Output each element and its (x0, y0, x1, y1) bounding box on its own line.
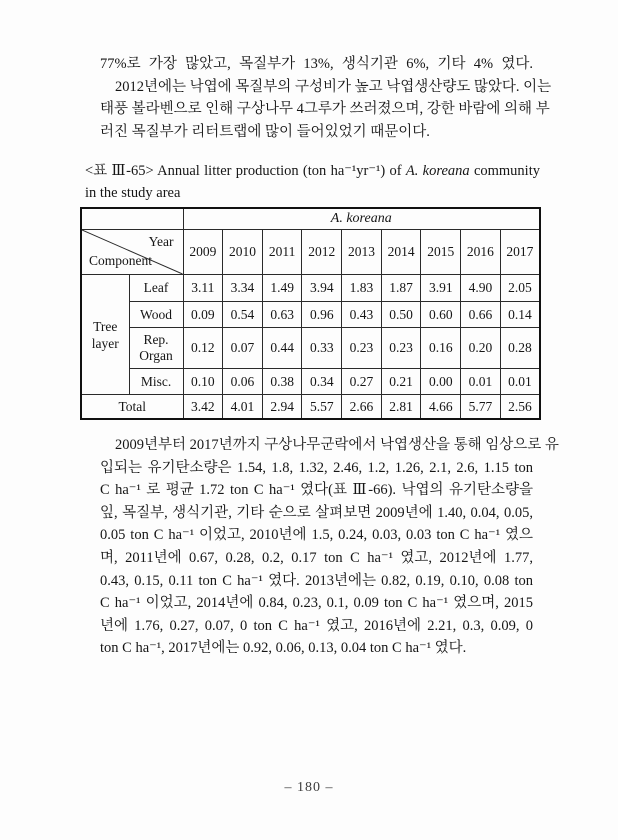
data-cell: 0.01 (461, 369, 501, 395)
row-label-rep-organ: Rep. Organ (129, 328, 183, 369)
year-header: 2016 (461, 230, 501, 275)
text-line: 2009년부터 2017년까지 구상나무군락에서 낙엽생산을 통해 임상으로 유 (115, 437, 559, 453)
total-cell: 2.94 (262, 395, 302, 420)
data-cell: 0.00 (421, 369, 461, 395)
table-caption (85, 161, 540, 204)
data-cell: 0.06 (223, 369, 263, 395)
species-group-header: A. koreana (183, 208, 540, 230)
data-cell: 0.14 (500, 302, 540, 328)
caption-species-name: A. koreana (405, 163, 470, 179)
data-cell: 3.91 (421, 275, 461, 302)
data-cell: 3.34 (223, 275, 263, 302)
data-cell: 3.11 (183, 275, 223, 302)
text-line: 입되는 유기탄소량은 1.54, 1.8, 1.32, 2.46, 1.2, 1.26, 2.1, 2.6, 1.15 ton (100, 459, 533, 476)
caption-text: <표 Ⅲ-65> Annual litter production (ton ha⁻¹yr⁻¹) of (85, 163, 406, 179)
text-line: 0.43, 0.15, 0.11 ton C ha⁻¹ 였다. 2013년에는 0.82, 0.19, 0.10, 0.08 ton (100, 572, 533, 589)
data-cell: 2.05 (500, 275, 540, 302)
data-cell: 0.43 (342, 302, 382, 328)
total-cell: 4.66 (421, 395, 461, 420)
data-cell: 0.50 (381, 302, 421, 328)
data-cell: 0.10 (183, 369, 223, 395)
data-cell: 3.94 (302, 275, 342, 302)
corner-label-year: Year (148, 234, 174, 249)
year-component-corner-cell (81, 230, 183, 275)
data-cell: 0.07 (223, 328, 263, 369)
data-cell: 0.16 (421, 328, 461, 369)
data-cell: 4.90 (461, 275, 501, 302)
page-number: – 180 – (284, 780, 334, 795)
row-label-total: Total (81, 395, 183, 420)
row-group-tree-layer: Tree layer (81, 275, 129, 395)
data-cell: 0.54 (223, 302, 263, 328)
total-cell: 2.81 (381, 395, 421, 420)
paragraph-top (100, 53, 552, 143)
total-cell: 2.66 (342, 395, 382, 420)
text-line: 0.05 ton C ha⁻¹ 이었고, 2010년에 1.5, 0.24, 0.03, 0.03 ton C ha⁻¹ 였으 (100, 527, 533, 544)
data-cell: 0.28 (500, 328, 540, 369)
data-cell: 0.38 (262, 369, 302, 395)
row-label-leaf: Leaf (129, 275, 183, 302)
data-cell: 1.83 (342, 275, 382, 302)
data-cell: 0.01 (500, 369, 540, 395)
data-cell: 0.20 (461, 328, 501, 369)
empty-corner-cell (81, 208, 183, 230)
year-header: 2012 (302, 230, 342, 275)
data-cell: 0.33 (302, 328, 342, 369)
text-line: C ha⁻¹ 이었고, 2014년에 0.84, 0.23, 0.1, 0.09 ton C ha⁻¹ 였으며, 2015 (100, 595, 533, 612)
corner-label-component: Component (89, 253, 152, 268)
data-cell: 0.60 (421, 302, 461, 328)
litter-production-table (80, 207, 541, 420)
text-line: 러진 목질부가 리터트랩에 많이 들어있었기 때문이다. (100, 123, 430, 140)
data-cell: 0.09 (183, 302, 223, 328)
data-cell: 1.87 (381, 275, 421, 302)
year-header: 2015 (421, 230, 461, 275)
year-header: 2013 (342, 230, 382, 275)
text-line: C ha⁻¹ 로 평균 1.72 ton C ha⁻¹ 였다(표 Ⅲ-66). 낙엽의 유기탄소량을 (100, 482, 533, 499)
caption-text: community in the study area (85, 163, 540, 201)
data-cell: 0.21 (381, 369, 421, 395)
data-cell: 0.12 (183, 328, 223, 369)
data-cell: 0.96 (302, 302, 342, 328)
data-cell: 0.66 (461, 302, 501, 328)
row-label-misc: Misc. (129, 369, 183, 395)
data-cell: 0.27 (342, 369, 382, 395)
total-cell: 5.77 (461, 395, 501, 420)
text-line: 며, 2011년에 0.67, 0.28, 0.2, 0.17 ton C ha⁻¹ 였고, 2012년에 1.77, (100, 549, 533, 566)
text-line: 잎, 목질부, 생식기관, 기타 순으로 살펴보면 2009년에 1.40, 0.04, 0.05, (100, 504, 533, 521)
text-line: 2012년에는 낙엽에 목질부의 구성비가 높고 낙엽생산량도 많았다. 이는 (115, 78, 552, 95)
year-header: 2009 (183, 230, 223, 275)
year-header: 2017 (500, 230, 540, 275)
year-header: 2011 (262, 230, 302, 275)
paragraph-bottom (100, 434, 559, 660)
data-cell: 0.23 (342, 328, 382, 369)
text-line: 태풍 볼라벤으로 인해 구상나무 4그루가 쓰러졌으며, 강한 바람에 의해 부 (100, 101, 550, 118)
data-cell: 0.63 (262, 302, 302, 328)
year-header: 2010 (223, 230, 263, 275)
year-header: 2014 (381, 230, 421, 275)
total-cell: 2.56 (500, 395, 540, 420)
text-line: ton C ha⁻¹, 2017년에는 0.92, 0.06, 0.13, 0.04 ton C ha⁻¹ 였다. (100, 640, 467, 657)
data-cell: 1.49 (262, 275, 302, 302)
total-cell: 5.57 (302, 395, 342, 420)
text-line: 년에 1.76, 0.27, 0.07, 0 ton C ha⁻¹ 였고, 2016년에 2.21, 0.3, 0.09, 0 (100, 617, 533, 634)
data-cell: 0.44 (262, 328, 302, 369)
total-cell: 3.42 (183, 395, 223, 420)
data-cell: 0.23 (381, 328, 421, 369)
text-line: 77%로 가장 많았고, 목질부가 13%, 생식기관 6%, 기타 4% 였다. (100, 56, 533, 72)
total-cell: 4.01 (223, 395, 263, 420)
data-cell: 0.34 (302, 369, 342, 395)
row-label-wood: Wood (129, 302, 183, 328)
